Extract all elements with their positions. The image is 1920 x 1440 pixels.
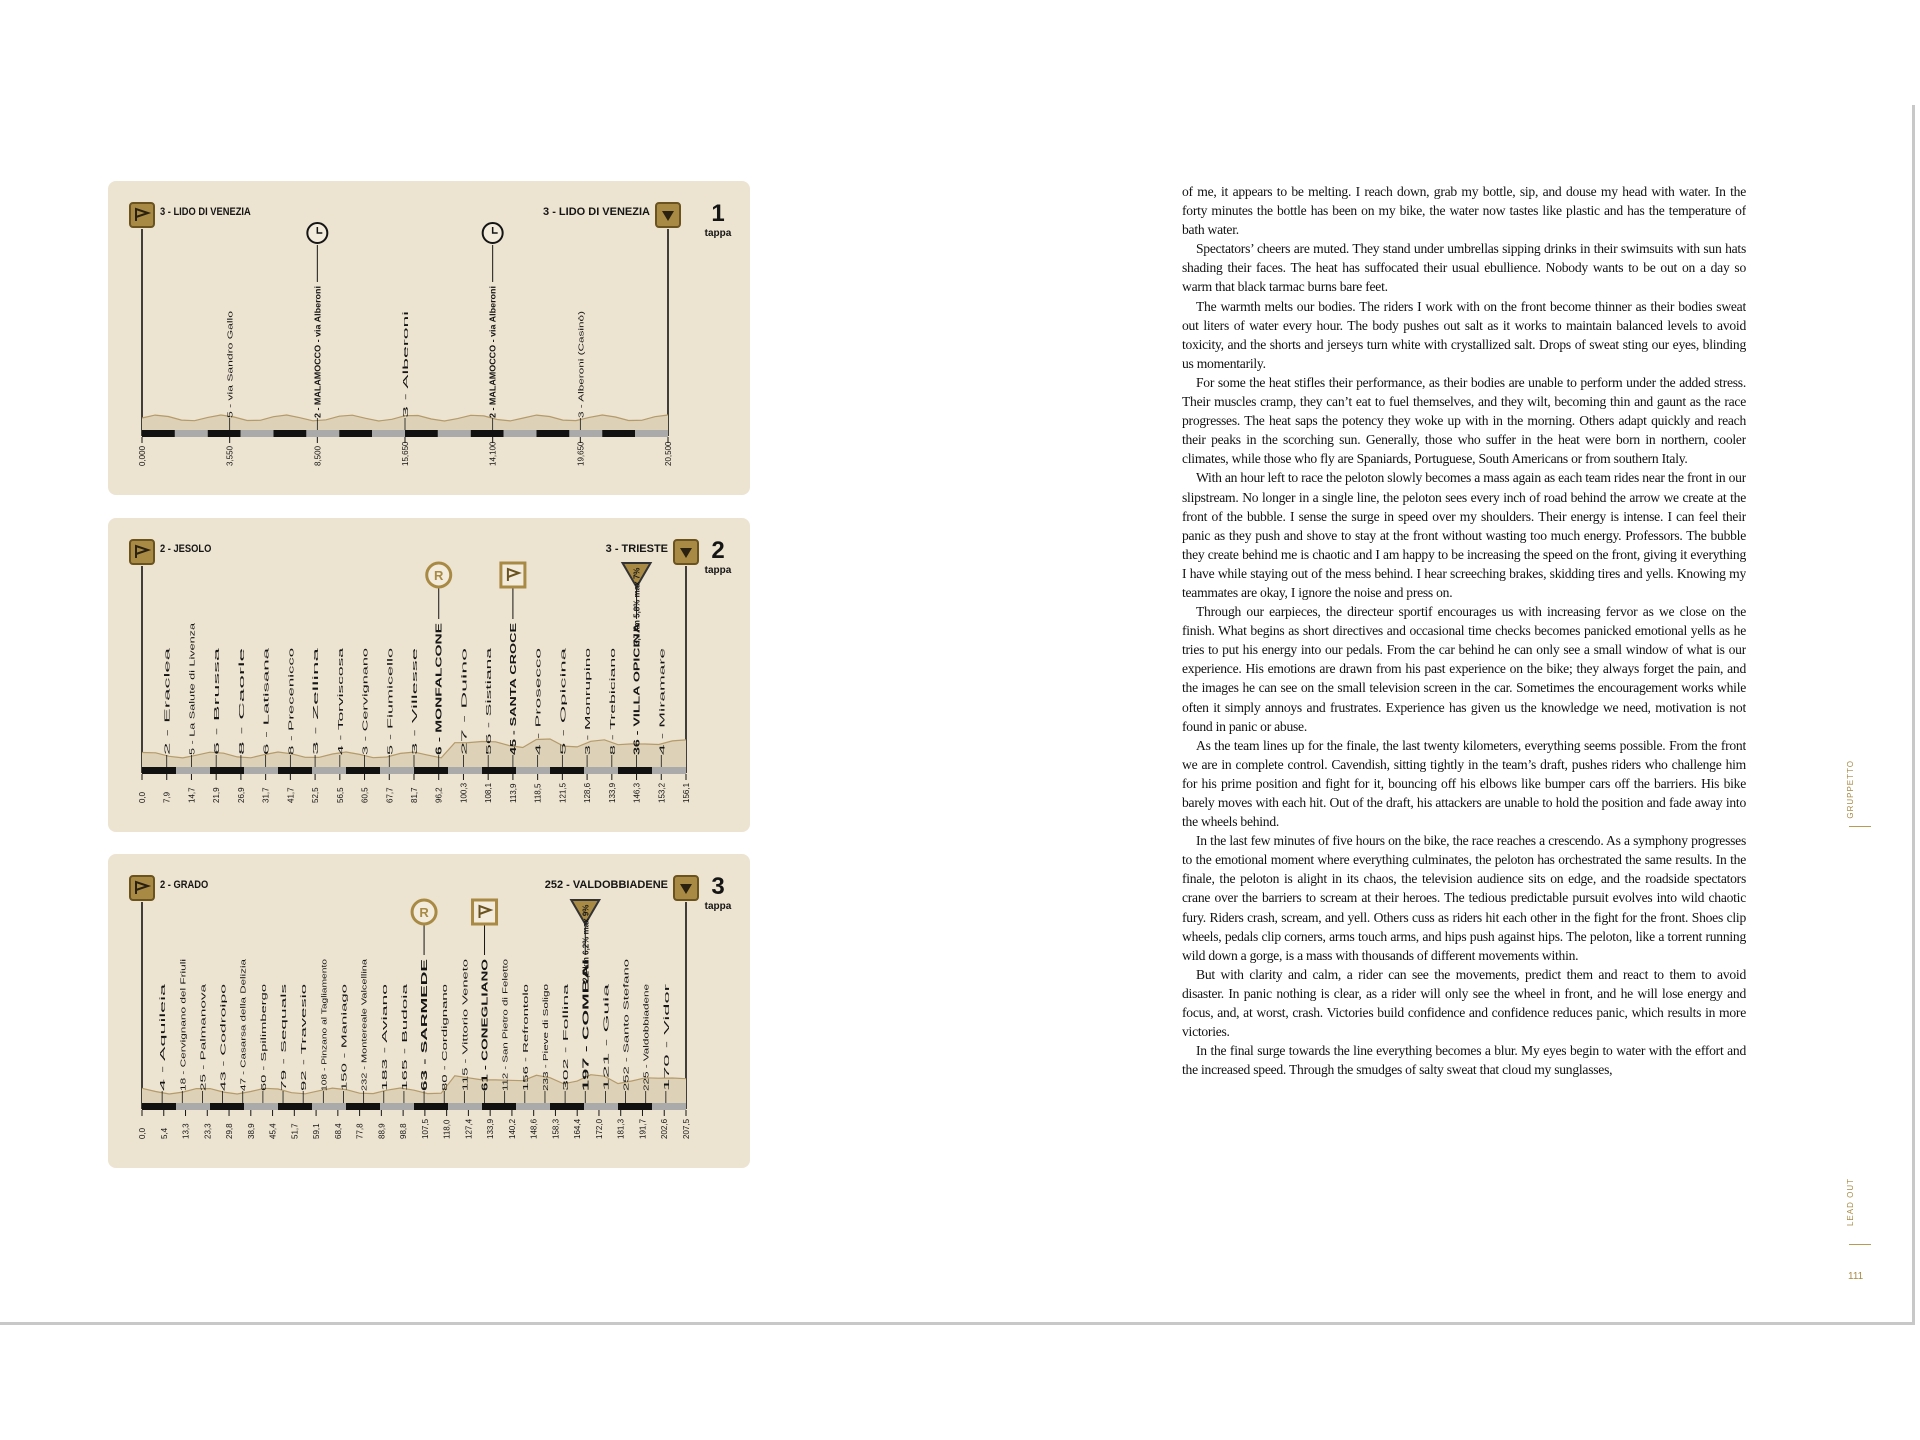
road-segment — [635, 430, 668, 437]
start-town-label: 2 - JESOLO — [160, 543, 212, 556]
body-paragraph: Spectators’ cheers are muted. They stand under umbrellas sipping drinks in their swimsuits with sun hats shading their faces. The heat has suffocated their usual ebullience. Nobody wants to be out on a day so warm that black tarmac burns bare feet. — [1182, 241, 1746, 295]
km-label: 108,1 — [484, 782, 494, 803]
road-segment — [346, 767, 380, 774]
waypoint-label: 5 - Opicina — [558, 718, 568, 755]
waypoint-label: 4 - Aquileia — [158, 1053, 168, 1091]
road-segment — [618, 1103, 652, 1110]
km-label: 118,0 — [442, 1119, 452, 1139]
km-label: 51,7 — [290, 1123, 300, 1139]
body-paragraph: But with clarity and calm, a rider can see the movements, predict them and react to them to avoid disaster. In panic nothing is clear, as a rider will only see the wheel in front, and he will lose energy and focus, and, at worst, crash. Victories build confidence and confidence reduces panic, which results in more victories. — [1182, 966, 1746, 1040]
waypoint-label: 3 - Cervignano — [360, 705, 370, 755]
km-label: 13,3 — [181, 1123, 191, 1139]
stage-number: 2 — [711, 537, 725, 564]
finish-town-label: 3 - LIDO DI VENEZIA — [543, 206, 650, 218]
road-segment — [208, 430, 241, 437]
road-segment — [175, 430, 208, 437]
km-label: 31,7 — [261, 787, 271, 803]
waypoint-label: 43 - Codroipo — [218, 1045, 228, 1091]
stage-profile-chart — [108, 854, 750, 1168]
page-edge — [1912, 105, 1915, 1325]
km-label: 23,3 — [203, 1123, 213, 1139]
feed-zone-glyph: R — [434, 568, 444, 583]
waypoint-label: 8 - Precenicco — [286, 707, 296, 755]
waypoint-label: 232 - Montereale Valcellina — [359, 1000, 369, 1091]
km-label: 191,7 — [638, 1118, 648, 1139]
road-segment — [504, 430, 537, 437]
waypoint-label: 302 - Follina — [561, 1049, 571, 1091]
km-label: 81,7 — [410, 787, 419, 803]
road-segment — [550, 767, 584, 774]
waypoint-label: 197 - COMBAI — [580, 1034, 591, 1091]
km-label: 20,500 — [664, 441, 673, 466]
waypoint-label: 4 - Prosecco — [533, 712, 543, 755]
road-segment — [516, 1103, 550, 1110]
km-label: 56,5 — [335, 787, 345, 803]
km-label: 164,4 — [573, 1118, 583, 1139]
waypoint-label: 8 - Trebiciano — [607, 709, 617, 755]
road-segment — [448, 767, 482, 774]
page-edge — [0, 1322, 1915, 1325]
km-label: 77,8 — [355, 1123, 365, 1139]
road-segment — [312, 1103, 346, 1110]
km-label: 158,3 — [551, 1118, 561, 1139]
road-segment — [210, 767, 244, 774]
stage-tappa-label: tappa — [704, 228, 732, 239]
km-label: 3,550 — [225, 445, 235, 466]
waypoint-label: 47 - Casarsa della Delizia — [238, 1005, 248, 1091]
road-segment — [602, 430, 635, 437]
waypoint-label: 150 - Maniago — [339, 1043, 349, 1091]
road-segment — [537, 430, 570, 437]
road-segment — [274, 430, 307, 437]
body-paragraph: The warmth melts our bodies. The riders I work with on the front become thinner as their bodies sweat out liters of water every hour. The body pushes out salt as it works to maintain balanced levels to avoid toxicity, and the shorts and jerseys turn white with crystallized salt. Drops of sweat sting our eyes, blinding us momentarily. — [1182, 298, 1746, 371]
waypoint-label: 108 - Pinzano al Tagliamento — [319, 994, 329, 1091]
stage-tappa-label: tappa — [704, 565, 732, 576]
km-label: 14,7 — [187, 787, 197, 803]
km-label: 5,4 — [159, 1127, 169, 1139]
road-segment — [380, 1103, 414, 1110]
road-segment — [380, 767, 414, 774]
km-label: 181,3 — [616, 1118, 626, 1139]
waypoint-label: 2 - MALAMOCCO - via Alberoni — [487, 292, 498, 418]
road-segment — [618, 767, 652, 774]
waypoint-label: 6 - Brussa — [212, 720, 222, 755]
start-town-label: 3 - LIDO DI VENEZIA — [160, 206, 251, 219]
road-segment — [448, 1103, 482, 1110]
km-label: 100,3 — [459, 782, 469, 803]
climb-note: 3,7 km 5,8% max 7% — [632, 567, 642, 645]
waypoint-label: 3 - Zellina — [311, 722, 321, 755]
waypoint-label: 3 - Villesse — [410, 718, 419, 755]
waypoint-label: 6 - Latisana — [261, 715, 271, 755]
km-label: 8,500 — [313, 445, 323, 466]
km-label: 133,9 — [607, 782, 617, 803]
km-label: 98,8 — [399, 1123, 409, 1139]
km-label: 128,6 — [583, 782, 593, 803]
road-segment — [244, 1103, 278, 1110]
climb-note: 2,2 km 6,2% max 9% — [581, 904, 591, 982]
km-label: 41,7 — [286, 787, 296, 803]
waypoint-label: 25 - Palmanova — [198, 1038, 208, 1091]
km-label: 156,1 — [682, 782, 691, 803]
body-text-column — [1182, 182, 1746, 1182]
waypoint-label: 4 - Torviscosa — [335, 708, 345, 755]
running-head-rule — [1849, 1244, 1871, 1245]
km-label: 107,5 — [420, 1118, 430, 1139]
waypoint-label: 252 - Santo Stefano — [621, 1024, 631, 1091]
body-paragraph: of me, it appears to be melting. I reach down, grab my bottle, sip, and douse my head with water. In the forty minutes the bottle has been on my bike, the water now tastes like plastic and has the temperature of bath water. — [1182, 184, 1746, 238]
road-segment — [652, 1103, 686, 1110]
km-label: 121,5 — [558, 782, 568, 803]
road-segment — [372, 430, 405, 437]
waypoint-label: 121 - Guia — [601, 1055, 611, 1091]
running-head-rule — [1849, 826, 1871, 827]
km-label: 60,5 — [360, 787, 370, 803]
page-number: 111 — [1848, 1271, 1864, 1282]
road-segment — [346, 1103, 380, 1110]
waypoint-label: 183 - Aviano — [379, 1049, 389, 1091]
stage-number: 1 — [711, 200, 725, 227]
body-paragraph: As the team lines up for the finale, the last twenty kilometers, everything seems possible. From the front we are in complete control. Cavendish, sitting tightly in the team’s draft, pushes riders who challenge him for his prime position and fight for it, bouncing off his elbows like bumper cars off the barriers. His bike barely moves with each hit. Out of the draft, his attackers are unable to hold the position and fade away into the wheels behind. — [1182, 737, 1746, 830]
km-label: 118,5 — [533, 783, 543, 803]
km-label: 59,1 — [312, 1123, 322, 1139]
body-paragraph: In the final surge towards the line everything becomes a blur. My eyes begin to water with the effort and the increased speed. Through the smudges of salty sweat that cloud my sunglasses, — [1182, 1043, 1746, 1078]
waypoint-label: 170 - Vidor — [661, 1054, 671, 1091]
stage-number: 3 — [711, 873, 725, 900]
km-label: 96,2 — [434, 787, 444, 803]
start-town-label: 2 - GRADO — [160, 879, 209, 892]
road-segment — [306, 430, 339, 437]
km-label: 146,3 — [632, 782, 642, 803]
road-segment — [142, 1103, 176, 1110]
road-segment — [244, 767, 278, 774]
finish-town-label: 252 - VALDOBBIADENE — [544, 879, 668, 891]
waypoint-label: 165 - Budoia — [399, 1048, 409, 1091]
waypoint-label: 61 - CONEGLIANO — [479, 1016, 490, 1091]
body-paragraph: Through our earpieces, the directeur sportif encourages us with increasing fervor as we close on the finish. What begins as short directives and occasional time checks becomes panicked emotional yells as he tries to put his energy into our pedals. From the car behind he can only see a small window of what is our experience. His emotions are drawn from his past experience on the bike; they always forget the pain, and the images he can see on the small television screen in the car. Sometimes the encouragement works while often it simply annoys and frustrates. Experience has given us the knowledge we need, motivation is not found in panic or abuse. — [1182, 604, 1746, 734]
stage-tappa-label: tappa — [704, 901, 732, 912]
running-head-upper: GRUPPETTO — [1846, 760, 1855, 819]
road-segment — [278, 767, 312, 774]
km-label: 7,9 — [162, 791, 172, 803]
road-segment — [176, 1103, 210, 1110]
road-segment — [176, 767, 210, 774]
road-segment — [652, 767, 686, 774]
waypoint-label: 5 - La Salute di Livenza — [187, 676, 197, 755]
body-paragraph: In the last few minutes of five hours on the bike, the race reaches a crescendo. As a symphony progresses to the emotional moment where everything culminates, the peloton has orchestrated the same results. In the finale, the peloton is alight in its chaos, the television audience sits on edge, and the roadside spectators crane over the barriers to scream at their heroes. The tedious predictable pursuit evolves into wild chaotic fury. Riders crash, scream, and yell. Others cuss as riders hit each other in the fight for the front. Shoes clip wheels, pedals clip corners, arms touch arms, and hips push against hips. The peloton, like a torrent running wild down a gorge, is a mass with thousands of different movements within. — [1182, 833, 1746, 963]
km-label: 207,5 — [682, 1118, 691, 1139]
km-label: 67,7 — [385, 787, 395, 803]
road-segment — [210, 1103, 244, 1110]
waypoint-label: 233 - Pieve di Soligo — [540, 1022, 550, 1091]
km-label: 21,9 — [212, 787, 222, 803]
road-segment — [471, 430, 504, 437]
stage-profile-card-3 — [108, 854, 750, 1168]
km-label: 45,4 — [268, 1123, 278, 1139]
road-segment — [516, 767, 550, 774]
road-segment — [584, 767, 618, 774]
waypoint-label: 225 - Valdobbiadene — [641, 1022, 651, 1091]
waypoint-label: 79 - Sequals — [279, 1048, 289, 1091]
km-label: 113,9 — [508, 783, 518, 803]
km-label: 133,9 — [486, 1118, 496, 1139]
km-label: 148,6 — [529, 1118, 539, 1139]
km-label: 15,650 — [401, 441, 410, 466]
road-segment — [550, 1103, 584, 1110]
body-paragraph: With an hour left to race the peloton slowly becomes a mass again as each team rides near the front in our slipstream. No longer in a single line, the peloton sees every inch of road behind the arrow we create at the front of the bubble. I sense the surge in speed over my shoulders. Their energy is intense. I can feel their panic as they push and shove to stay at the front without wasting too much energy. Professors. The bubble they create behind me is chaotic and I am happy to be increasing the speed on the front, giving it everything I have while staying out of the mess behind. I hear screeching brakes, skidding tires and yells. Knowing my teammates are okay, I ignore the noise and press on. — [1182, 470, 1746, 600]
km-label: 52,5 — [311, 787, 321, 803]
road-segment — [278, 1103, 312, 1110]
road-segment — [339, 430, 372, 437]
waypoint-label: 63 - SARMEDE — [419, 1031, 430, 1091]
waypoint-label: 60 - Spilimbergo — [258, 1036, 268, 1091]
km-label: 153,2 — [657, 782, 667, 803]
waypoint-label: 80 - Cordignano — [440, 1037, 450, 1091]
feed-zone-glyph: R — [419, 905, 429, 920]
road-segment — [142, 767, 176, 774]
road-segment — [584, 1103, 618, 1110]
waypoint-label: 4 - Miramare — [657, 712, 667, 755]
road-segment — [414, 767, 448, 774]
waypoint-label: 2 - MALAMOCCO - via Alberoni — [312, 292, 323, 418]
km-label: 0,000 — [138, 445, 147, 466]
road-segment — [142, 430, 175, 437]
stage-profile-chart — [108, 518, 750, 832]
km-label: 68,4 — [333, 1123, 343, 1139]
waypoint-label: 92 - Travesio — [299, 1047, 309, 1091]
stage-profile-card-1 — [108, 181, 750, 495]
road-segment — [482, 1103, 516, 1110]
waypoint-label: 6 - MONFALCONE — [433, 682, 444, 755]
km-label: 88,9 — [377, 1123, 387, 1139]
road-segment — [414, 1103, 448, 1110]
km-label: 38,9 — [246, 1123, 256, 1139]
waypoint-label: 3 - Monrupino — [583, 708, 593, 755]
km-label: 127,4 — [464, 1118, 474, 1139]
waypoint-label: 5 - via Sandro Gallo — [225, 351, 235, 418]
waypoint-label: 3 - Alberoni (Casinò) — [576, 349, 586, 418]
road-segment — [482, 767, 516, 774]
km-label: 29,8 — [225, 1123, 235, 1139]
running-head-lower: LEAD OUT — [1846, 1178, 1855, 1227]
road-segment — [405, 430, 438, 437]
waypoint-label: 5 - Fiumicello — [385, 710, 395, 755]
waypoint-label: 8 - Caorle — [236, 722, 246, 755]
km-label: 19,650 — [576, 441, 586, 466]
km-label: 140,2 — [507, 1118, 517, 1139]
waypoint-label: 156 - Refrontolo — [520, 1037, 530, 1091]
waypoint-label: 36 - VILLA OPICINA — [631, 675, 642, 755]
stage-profile-chart — [108, 181, 750, 495]
waypoint-label: 112 - San Pietro di Feletto — [500, 1004, 510, 1091]
stage-profile-card-2 — [108, 518, 750, 832]
waypoint-label: 115 - Vittorio Veneto — [460, 1023, 470, 1091]
road-segment — [241, 430, 274, 437]
km-label: 0,0 — [138, 1127, 147, 1139]
road-segment — [569, 430, 602, 437]
waypoint-label: 3 - Alberoni — [401, 380, 410, 418]
km-label: 14,100 — [488, 441, 498, 466]
waypoint-label: 45 - SANTA CROCE — [507, 676, 518, 755]
km-label: 202,6 — [660, 1118, 670, 1139]
finish-town-label: 3 - TRIESTE — [605, 543, 668, 555]
road-segment — [438, 430, 471, 437]
km-label: 172,0 — [594, 1118, 604, 1139]
waypoint-label: 27 - Duino — [459, 720, 469, 755]
road-segment — [312, 767, 346, 774]
km-label: 26,9 — [236, 787, 246, 803]
body-paragraph: For some the heat stifles their performance, as their bodies are unable to perform under the added stress. Their muscles cramp, they can’t eat to fuel themselves, and they wilt, becoming thin and gaunt as the race progresses. The heat saps the potency they woke up with in the morning. Others adapt quickly and reach their peaks in the scorching sun. Generally, those who suffer in the heat were born in northern, cooler climates, while those who fly are Spaniards, Portuguese, South Americans or from southern Italy. — [1182, 374, 1746, 467]
waypoint-label: 18 - Cervignano del Friuli — [178, 1007, 188, 1091]
waypoint-label: 2 - Eraclea — [162, 718, 172, 755]
km-label: 0,0 — [138, 791, 147, 803]
waypoint-label: 56 - Sistiana — [484, 713, 494, 755]
